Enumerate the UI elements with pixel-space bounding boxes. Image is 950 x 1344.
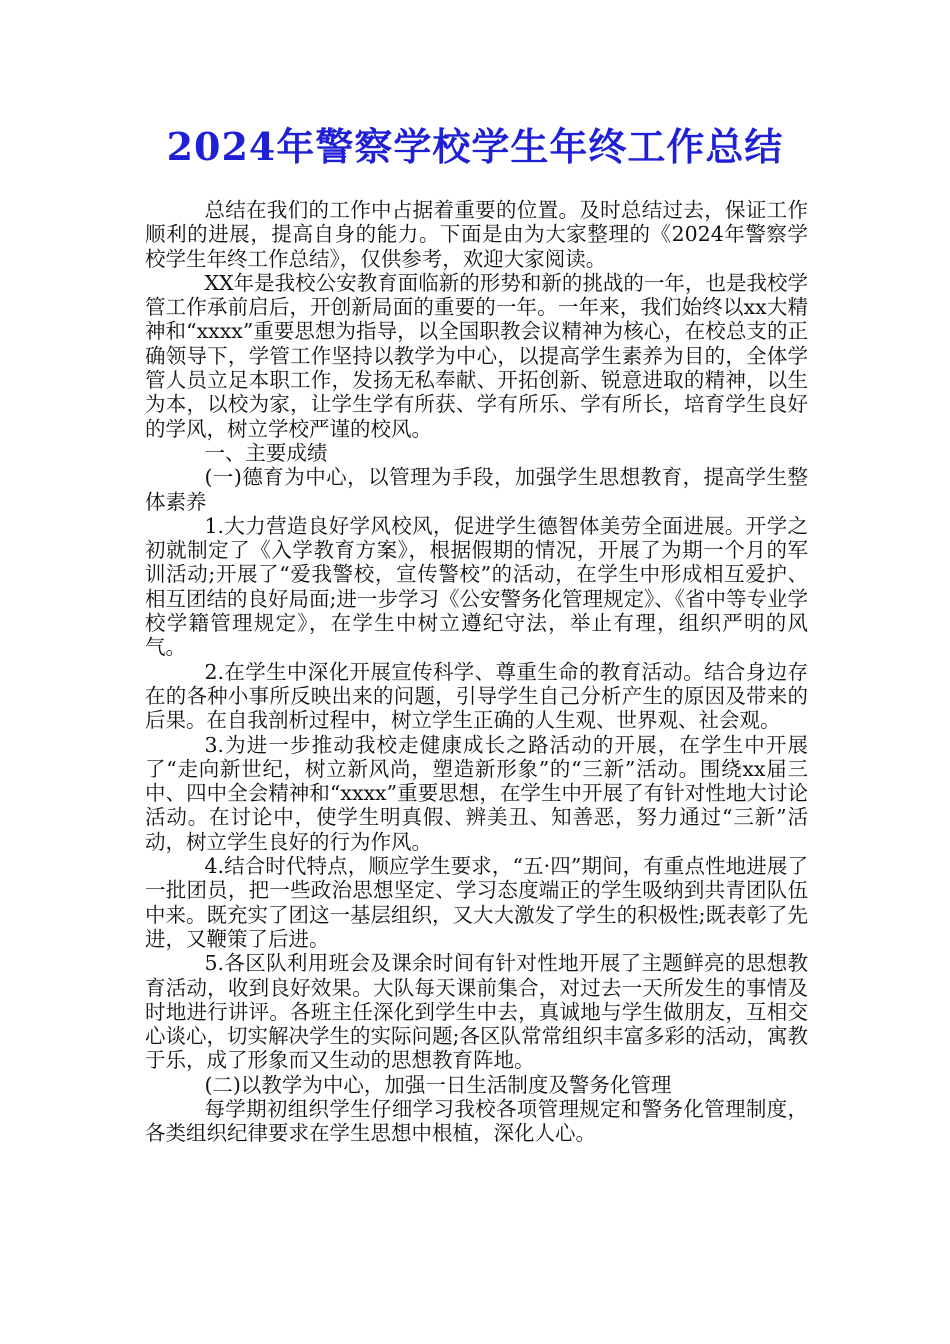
subsection-heading-teaching: (二)以教学为中心，加强一日生活制度及警务化管理 bbox=[204, 1072, 672, 1097]
paragraph-intro: 总结在我们的工作中占据着重要的位置。及时总结过去，保证工作顺利的进展，提高自身的能力。下面是由为大家整理的《2024年警察学校学生年终工作总结》，仅供参考，欢迎大家阅读。 bbox=[145, 198, 808, 271]
document-title: 2024年警察学校学生年终工作总结 bbox=[166, 124, 784, 169]
paragraph-item-2: 2.在学生中深化开展宣传科学、尊重生命的教育活动。结合身边存在的各种小事所反映出来的问题，引导学生自己分析产生的原因及带来的后果。在自我剖析过程中，树立学生正确的人生观、世界观、社会观。 bbox=[145, 659, 808, 733]
paragraph-item-1: 1.大力营造良好学风校风，促进学生德智体美劳全面进展。开学之初就制定了《入学教育方案》，根据假期的情况，开展了为期一个月的军训活动;开展了“爱我警校，宣传警校”的活动，在学生中形成相互爱护、相互团结的良好局面;进一步学习《公安警务化管理规定》、《省中等专业学校学籍管理规定》，在学生中树立遵纪守法，举止有理，组织严明的风气。 bbox=[145, 513, 808, 660]
paragraph-item-4: 4.结合时代特点，顺应学生要求，“五·四”期间，有重点性地进展了一批团员，把一些政治思想坚定、学习态度端正的学生吸纳到共青团队伍中来。既充实了团这一基层组织，又大大激发了学生的积极性;既表彰了先进，又鞭策了后进。 bbox=[145, 854, 808, 951]
paragraph-item-5: 5.各区队利用班会及课余时间有针对性地开展了主题鲜亮的思想教育活动，收到良好效果。大队每天课前集合，对过去一天所发生的事情及时地进行讲评。各班主任深化到学生中去，真诚地与学生做朋友，互相交心谈心，切实解决学生的实际问题;各区队常常组织丰富多彩的活动，寓教于乐，成了形象而又生动的思想教育阵地。 bbox=[145, 951, 808, 1073]
paragraph-item-3: 3.为进一步推动我校走健康成长之路活动的开展，在学生中开展了“走向新世纪，树立新风尚，塑造新形象”的“三新”活动。围绕xx届三中、四中全会精神和“xxxx”重要思想，在学生中开展了有针对性地大讨论活动。在讨论中，使学生明真假、辨美丑、知善恶，努力通过“三新”活动，树立学生良好的行为作风。 bbox=[145, 732, 808, 854]
paragraph-management: 每学期初组织学生仔细学习我校各项管理规定和警务化管理制度，各类组织纪律要求在学生思想中根植，深化人心。 bbox=[145, 1096, 808, 1146]
section-heading-achievements: 一、主要成绩 bbox=[204, 440, 328, 465]
subsection-heading-moral-education: (一)德育为中心，以管理为手段，加强学生思想教育，提高学生整体素养 bbox=[145, 465, 808, 514]
paragraph-overview: XX年是我校公安教育面临新的形势和新的挑战的一年，也是我校学管工作承前启后，开创新局面的重要的一年。一年来，我们始终以xx大精神和“xxxx”重要思想为指导，以全国职教会议精神为核心，在校总支的正确领导下，学管工作坚持以教学为中心，以提高学生素养为目的，全体学管人员立足本职工作，发扬无私奉献、开拓创新、锐意进取的精神，以生为本，以校为家，让学生学有所获、学有所乐、学有所长，培育学生良好的学风，树立学校严谨的校风。 bbox=[145, 270, 808, 441]
document-body bbox=[145, 198, 808, 1146]
